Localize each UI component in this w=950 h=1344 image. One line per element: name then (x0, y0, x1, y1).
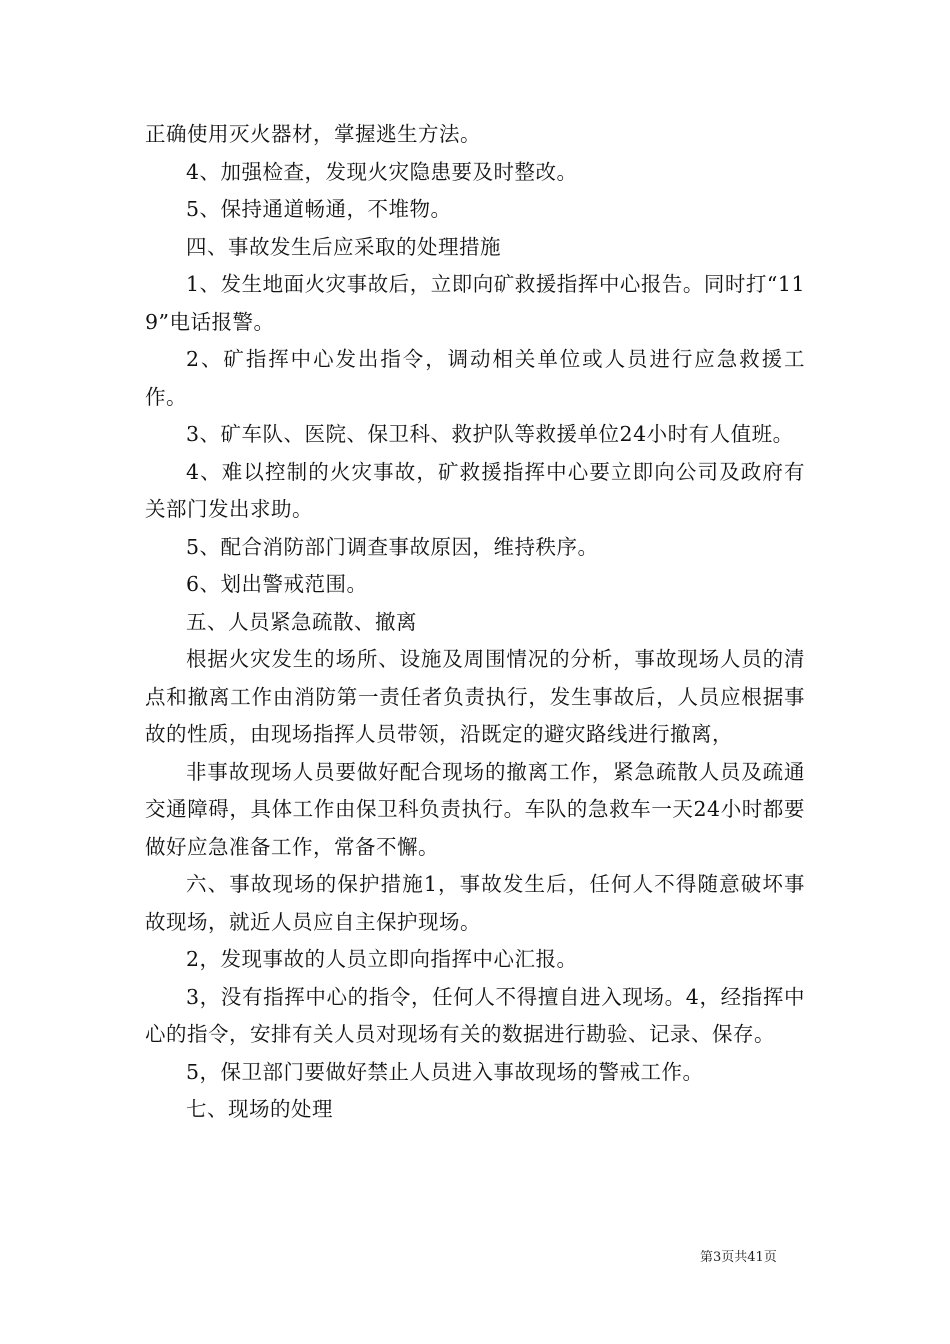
paragraph-7: 3、矿车队、医院、保卫科、救护队等救援单位24小时有人值班。 (186, 422, 794, 446)
section-heading-7: 七、现场的处理 (186, 1097, 333, 1121)
paragraph-3: 5、保持通道畅通，不堆物。 (186, 197, 452, 221)
paragraph-16: 3，没有指挥中心的指令，任何人不得擅自进入现场。4，经指挥中心的指令，安排有关人员对现场有关的数据进行勘验、记录、保存。 (145, 984, 805, 1046)
paragraph-6: 2、矿指挥中心发出指令，调动相关单位或人员进行应急救援工作。 (145, 347, 805, 409)
paragraph-9: 5、配合消防部门调查事故原因，维持秩序。 (186, 534, 599, 559)
section-heading-6: 六、事故现场的保护措施1，事故发生后，任何人不得随意破坏事故现场，就近人员应自主保护现场。 (145, 872, 805, 934)
paragraph-10: 6、划出警戒范围。 (186, 572, 368, 596)
document-body (145, 116, 805, 1129)
paragraph-5: 1、发生地面火灾事故后，立即向矿救援指挥中心报告。同时打“119”电话报警。 (145, 272, 805, 334)
paragraph-2: 4、加强检查，发现火灾隐患要及时整改。 (186, 159, 578, 184)
page-number-footer: 第3页共41页 (700, 1250, 777, 1265)
paragraph-8: 4、难以控制的火灾事故，矿救援指挥中心要立即向公司及政府有关部门发出求助。 (145, 459, 805, 521)
section-heading-5: 五、人员紧急疏散、撤离 (186, 609, 417, 634)
section-heading-4: 四、事故发生后应采取的处理措施 (186, 234, 501, 259)
paragraph-17: 5，保卫部门要做好禁止人员进入事故现场的警戒工作。 (186, 1059, 704, 1084)
paragraph-15: 2，发现事故的人员立即向指挥中心汇报。 (186, 947, 578, 971)
paragraph-1: 正确使用灭火器材，掌握逃生方法。 (145, 122, 481, 146)
paragraph-13: 非事故现场人员要做好配合现场的撤离工作，紧急疏散人员及疏通交通障碍，具体工作由保卫科负责执行。车队的急救车一天24小时都要做好应急准备工作，常备不懈。 (145, 759, 805, 859)
paragraph-12: 根据火灾发生的场所、设施及周围情况的分析，事故现场人员的清点和撤离工作由消防第一责任者负责执行，发生事故后，人员应根据事故的性质，由现场指挥人员带领，沿既定的避灾路线进行撤离， (145, 647, 805, 746)
